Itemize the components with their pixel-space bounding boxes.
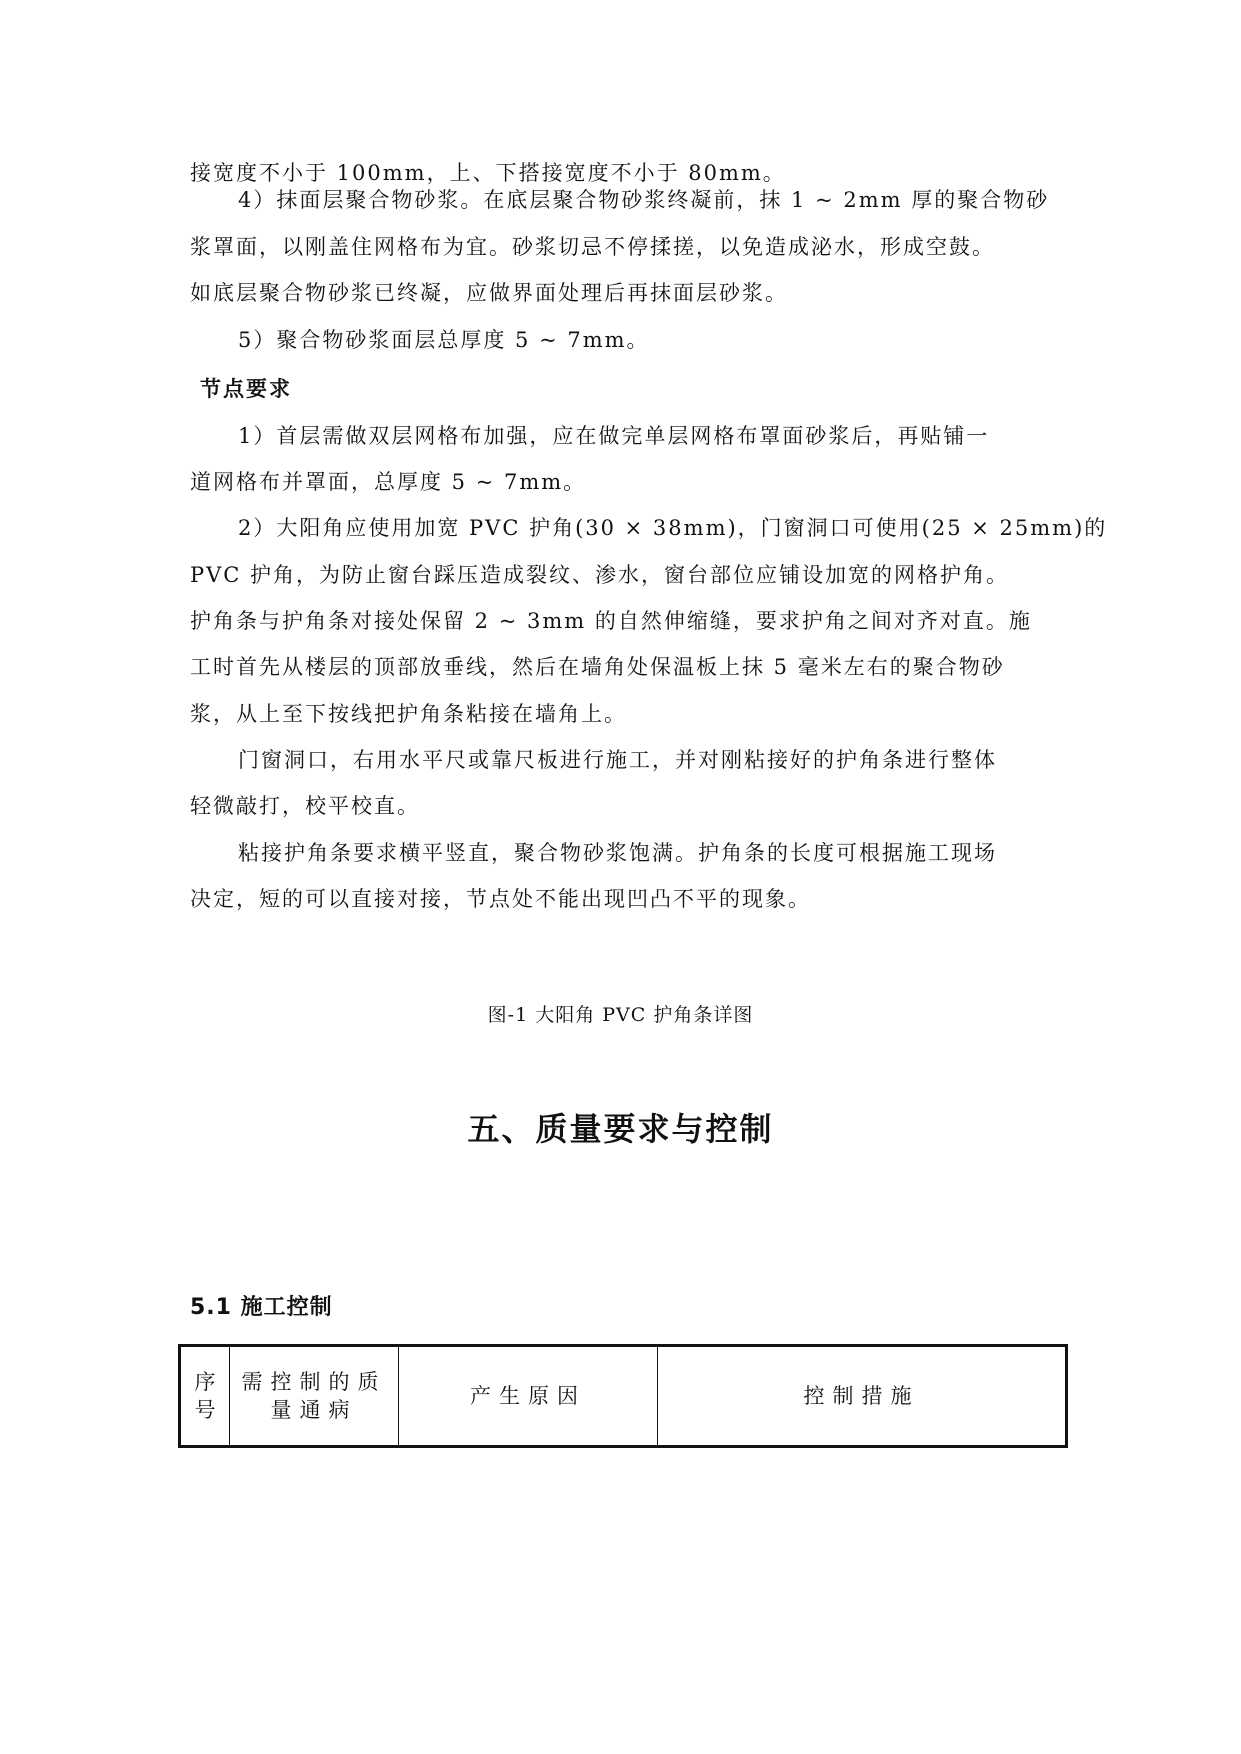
paragraph-line: 如底层聚合物砂浆已终凝，应做界面处理后再抹面层砂浆。: [190, 281, 788, 305]
paragraph-line: 5）聚合物砂浆面层总厚度 5 ~ 7mm。: [238, 328, 650, 352]
quality-control-table: [178, 1344, 1068, 1448]
paragraph-line: 4）抹面层聚合物砂浆。在底层聚合物砂浆终凝前，抹 1 ~ 2mm 厚的聚合物砂: [238, 188, 1050, 212]
paragraph-line: 1）首层需做双层网格布加强，应在做完单层网格布罩面砂浆后，再贴铺一: [238, 424, 990, 448]
header-cell-index: 序号: [180, 1346, 230, 1447]
header-cell-measures: 控制措施: [658, 1346, 1067, 1447]
paragraph-line: 护角条与护角条对接处保留 2 ~ 3mm 的自然伸缩缝，要求护角之间对齐对直。施: [190, 609, 1032, 633]
paragraph-line: 浆，从上至下按线把护角条粘接在墙角上。: [190, 702, 627, 726]
paragraph-line: 门窗洞口，右用水平尺或靠尺板进行施工，并对刚粘接好的护角条进行整体: [238, 748, 997, 772]
paragraph-line: PVC 护角，为防止窗台踩压造成裂纹、渗水，窗台部位应铺设加宽的网格护角。: [190, 563, 1010, 587]
paragraph-line: 粘接护角条要求横平竖直，聚合物砂浆饱满。护角条的长度可根据施工现场: [238, 841, 997, 865]
paragraph-line: 道网格布并罩面，总厚度 5 ~ 7mm。: [190, 470, 587, 494]
figure-caption: 图-1 大阳角 PVC 护角条详图: [487, 1004, 754, 1026]
chapter-title: 五、质量要求与控制: [467, 1110, 774, 1148]
paragraph-line: 接宽度不小于 100mm，上、下搭接宽度不小于 80mm。: [190, 161, 786, 185]
header-cell-defect: 需控制的质量通病: [230, 1346, 399, 1447]
paragraph-line: 浆罩面，以刚盖住网格布为宜。砂浆切忌不停揉搓，以免造成泌水，形成空鼓。: [190, 235, 995, 259]
table-header-row: [180, 1346, 1067, 1447]
paragraph-line: 2）大阳角应使用加宽 PVC 护角(30 × 38mm)，门窗洞口可使用(25 × 25mm)的: [238, 516, 1108, 540]
paragraph-line: 轻微敲打，校平校直。: [190, 794, 420, 818]
section-title: 5.1 施工控制: [190, 1295, 333, 1320]
paragraph-line: 决定，短的可以直接对接，节点处不能出现凹凸不平的现象。: [190, 887, 811, 911]
paragraph-line: 工时首先从楼层的顶部放垂线，然后在墙角处保温板上抹 5 毫米左右的聚合物砂: [190, 655, 1005, 679]
subheading-node-requirements: 节点要求: [200, 377, 292, 401]
header-cell-cause: 产生原因: [399, 1346, 658, 1447]
